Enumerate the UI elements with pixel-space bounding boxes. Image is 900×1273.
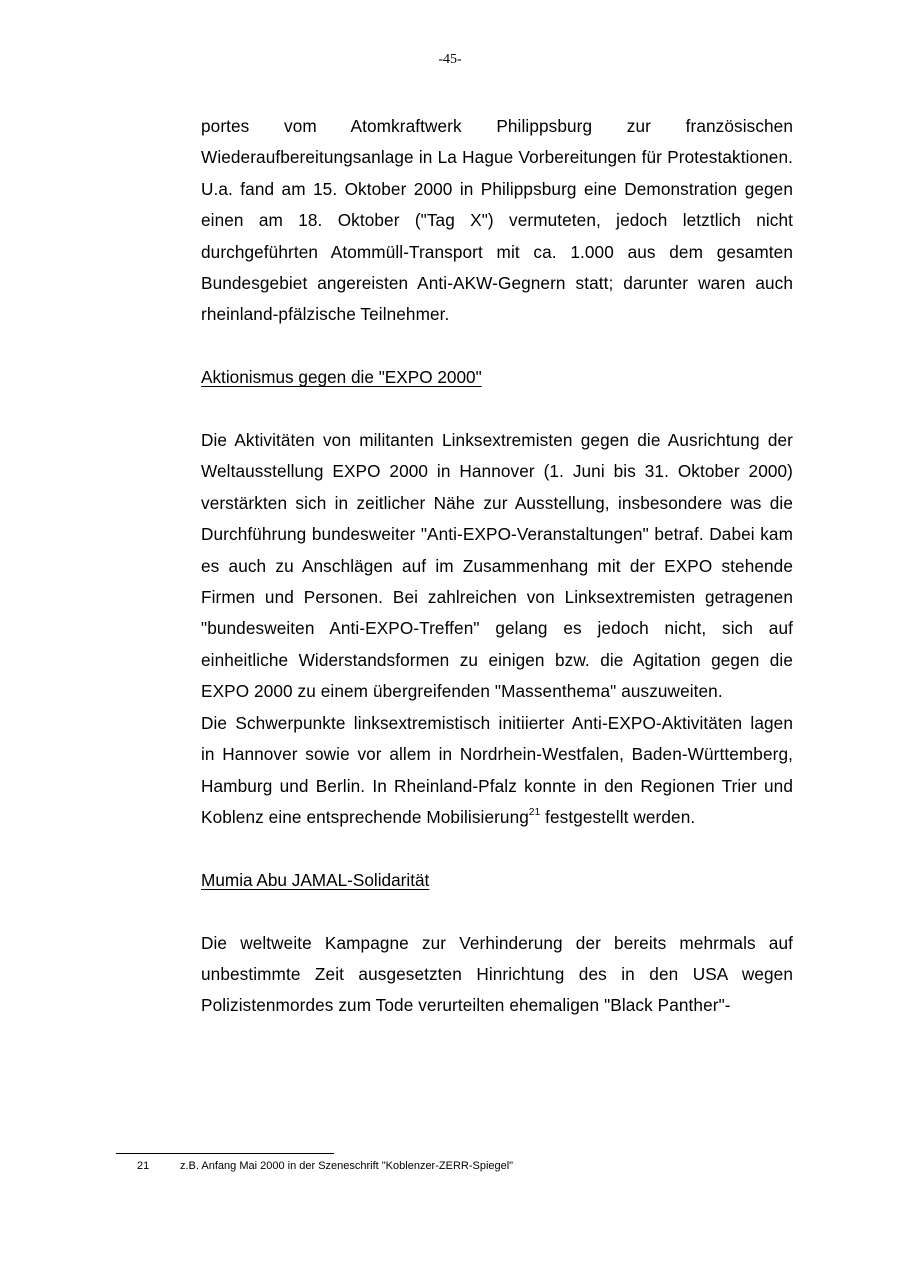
- paragraph-anti-akw: portes vom Atomkraftwerk Philippsburg zur französischen Wiederaufbereitungsanlage in La Hague Vorbereitungen für Protestaktionen. U.a. fand am 15. Oktober 2000 in Philippsburg eine Demonstration gegen einen am 18. Oktober ("Tag X") vermuteten, jedoch letztlich nicht durchgeführten Atommüll-Transport mit ca. 1.000 aus dem gesamten Bundesgebiet angereisten Anti-AKW-Gegnern statt; darunter waren auch rheinland-pfälzische Teilnehmer.: [201, 116, 793, 325]
- page-number: -45-: [438, 52, 462, 67]
- paragraph-expo-focus: [201, 708, 793, 834]
- footnote: [137, 1158, 513, 1174]
- heading-jamal-solidarity: Mumia Abu JAMAL-Solidarität: [201, 869, 430, 890]
- footnote-reference[interactable]: 21: [528, 806, 541, 818]
- heading-expo-2000: Aktionismus gegen die "EXPO 2000": [201, 367, 482, 388]
- paragraph-expo-focus-text: Die Schwerpunkte linksextremistisch initiierter Anti-EXPO-Aktivitäten lagen in Hannover sowie vor allem in Nordrhein-Westfalen, Baden-Württemberg, Hamburg und Berlin. In Rheinland-Pfalz konnte in den Regionen Trier und Koblenz eine entsprechende Mobilisierung: [201, 712, 793, 827]
- page-body: [201, 111, 793, 1022]
- paragraph-expo-activities: Die Aktivitäten von militanten Linksextremisten gegen die Ausrichtung der Weltausstellung EXPO 2000 in Hannover (1. Juni bis 31. Oktober 2000) verstärkten sich in zeitlicher Nähe zur Ausstellung, insbesondere was die Durchführung bundesweiter "Anti-EXPO-Veranstaltungen" betraf. Dabei kam es auch zu Anschlägen auf im Zusammenhang mit der EXPO stehende Firmen und Personen. Bei zahlreichen von Linksextremisten getragenen "bundesweiten Anti-EXPO-Treffen" gelang es jedoch nicht, sich auf einheitliche Widerstandsformen zu einigen bzw. die Agitation gegen die EXPO 2000 zu einem übergreifenden "Massenthema" auszuweiten.: [201, 430, 793, 702]
- footnote-number: 21: [137, 1160, 150, 1172]
- footnote-text: z.B. Anfang Mai 2000 in der Szeneschrift "Koblenzer-ZERR-Spiegel": [180, 1160, 514, 1172]
- footnote-divider: [116, 1153, 334, 1154]
- paragraph-expo-focus-end: festgestellt werden.: [545, 806, 696, 827]
- paragraph-jamal-campaign: Die weltweite Kampagne zur Verhinderung der bereits mehrmals auf unbestimmte Zeit ausgesetzten Hinrichtung des in den USA wegen Polizistenmordes zum Tode verurteilten ehemaligen "Black Panther"-: [201, 932, 793, 1016]
